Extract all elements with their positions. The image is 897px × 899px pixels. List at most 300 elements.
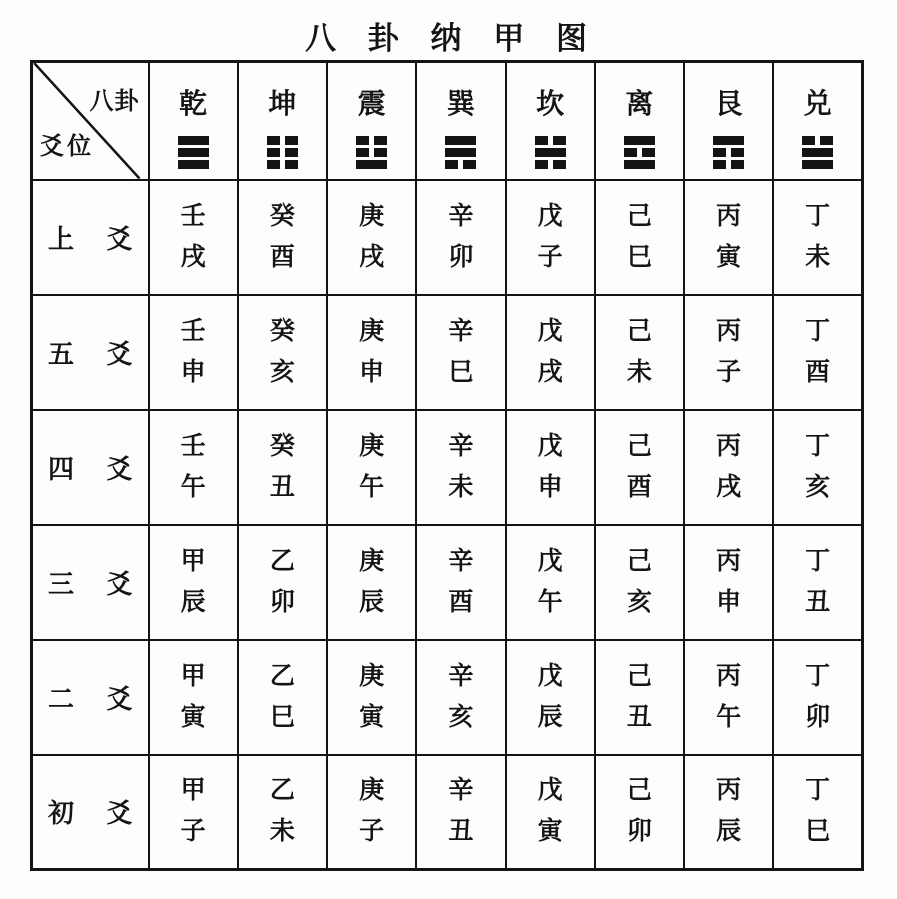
stem-branch-stack [417,777,504,846]
branch-char: 酉 [269,243,295,271]
trigram-line-segment [731,148,744,157]
table-row [32,410,863,525]
branch-char: 未 [626,358,652,386]
stem-char: 甲 [180,662,206,690]
branch-char: 午 [537,588,563,616]
stem-branch-cell [506,640,595,755]
branch-char: 卯 [626,818,652,846]
branch-char: 丑 [626,703,652,731]
stem-branch-cell [595,180,684,295]
trigram-line-segment [285,160,298,169]
trigram-broken-line [267,148,298,157]
trigram-line-segment [285,148,298,157]
trigram-header-cell [506,62,595,180]
branch-char: 未 [269,818,295,846]
trigram-line-segment [463,160,476,169]
trigram-icon [624,136,655,169]
stem-char: 乙 [269,777,295,805]
row-label [33,679,148,716]
stem-branch-stack [239,777,326,846]
stem-char: 己 [626,317,652,345]
stem-char: 戊 [537,202,563,230]
stem-char: 乙 [269,547,295,575]
stem-char: 己 [626,547,652,575]
trigram-solid-line [713,136,744,145]
stem-branch-cell [149,410,238,525]
stem-branch-cell [595,640,684,755]
row-label-cell [32,525,149,640]
row-label [33,564,148,601]
trigram-name: 震 [357,89,386,121]
stem-branch-stack [774,777,861,846]
stem-branch-cell [149,640,238,755]
stem-branch-cell [327,410,416,525]
stem-branch-cell [416,755,505,870]
trigram-name: 兑 [803,89,832,121]
branch-char: 午 [716,703,742,731]
stem-char: 丙 [716,432,742,460]
stem-char: 庚 [359,202,385,230]
trigram-broken-line [356,136,387,145]
branch-char: 子 [359,818,385,846]
stem-char: 丙 [716,777,742,805]
stem-char: 癸 [269,202,295,230]
branch-char: 亥 [805,473,831,501]
stem-branch-cell [684,525,773,640]
stem-char: 乙 [269,662,295,690]
stem-branch-stack [150,777,237,846]
row-label [33,793,148,830]
stem-char: 戊 [537,777,563,805]
trigram-header-stack [774,72,861,169]
trigram-header-cell [149,62,238,180]
stem-branch-cell [416,525,505,640]
stem-branch-stack [685,433,772,502]
stem-branch-cell [595,295,684,410]
stem-char: 戊 [537,432,563,460]
trigram-icon [267,136,298,169]
branch-char: 午 [180,473,206,501]
stem-branch-cell [684,295,773,410]
stem-branch-cell [595,525,684,640]
branch-char: 巳 [805,818,831,846]
stem-char: 癸 [269,432,295,460]
stem-branch-stack [507,203,594,272]
stem-branch-stack [685,203,772,272]
stem-branch-cell [684,755,773,870]
stem-branch-cell [149,755,238,870]
branch-char: 子 [537,243,563,271]
table-row [32,525,863,640]
stem-char: 辛 [448,317,474,345]
trigram-solid-line [624,160,655,169]
trigram-header-stack [507,72,594,169]
trigram-icon [802,136,833,169]
stem-branch-cell [506,410,595,525]
stem-char: 己 [626,202,652,230]
stem-branch-cell [416,640,505,755]
row-label-char: 爻 [106,454,133,484]
stem-char: 庚 [359,547,385,575]
trigram-solid-line [445,136,476,145]
trigram-name: 坎 [536,89,565,121]
trigram-broken-line [713,148,744,157]
trigram-header-cell [416,62,505,180]
trigram-header-cell [684,62,773,180]
table-row [32,640,863,755]
stem-branch-cell [773,180,862,295]
trigram-icon [445,136,476,169]
branch-char: 卯 [805,703,831,731]
trigram-line-segment [553,136,566,145]
trigram-line-segment [178,148,209,157]
stem-char: 壬 [180,202,206,230]
stem-branch-stack [774,318,861,387]
stem-char: 庚 [359,662,385,690]
trigram-header-stack [596,72,683,169]
trigram-broken-line [445,160,476,169]
trigram-line-segment [356,160,387,169]
branch-char: 戌 [537,358,563,386]
stem-branch-stack [239,318,326,387]
stem-branch-stack [596,433,683,502]
stem-branch-stack [417,318,504,387]
row-label-cell [32,295,149,410]
trigram-solid-line [356,160,387,169]
stem-char: 辛 [448,202,474,230]
stem-branch-stack [239,203,326,272]
branch-char: 丑 [269,473,295,501]
stem-branch-cell [773,640,862,755]
stem-branch-cell [416,295,505,410]
corner-label-yaowei: 爻位 [40,133,94,160]
trigram-name: 离 [625,89,654,121]
stem-char: 丁 [805,777,831,805]
trigram-line-segment [374,136,387,145]
branch-char: 子 [716,358,742,386]
stem-branch-stack [596,548,683,617]
trigram-line-segment [285,136,298,145]
stem-branch-cell [238,180,327,295]
row-label-char: 二 [48,684,75,714]
stem-char: 庚 [359,317,385,345]
stem-branch-stack [596,777,683,846]
stem-branch-stack [774,663,861,732]
row-label-char: 爻 [106,799,133,829]
table-row [32,755,863,870]
stem-branch-stack [239,548,326,617]
stem-char: 己 [626,777,652,805]
trigram-header-stack [685,72,772,169]
stem-char: 辛 [448,662,474,690]
corner-cell [32,62,149,180]
stem-branch-stack [239,663,326,732]
row-label-char: 初 [48,799,75,829]
stem-char: 己 [626,432,652,460]
trigram-solid-line [445,148,476,157]
stem-branch-stack [328,433,415,502]
stem-char: 辛 [448,547,474,575]
stem-branch-cell [595,755,684,870]
stem-char: 丁 [805,317,831,345]
trigram-broken-line [535,136,566,145]
stem-branch-cell [416,180,505,295]
stem-branch-cell [684,410,773,525]
stem-branch-cell [506,180,595,295]
trigram-line-segment [731,160,744,169]
trigram-line-segment [374,148,387,157]
trigram-broken-line [356,148,387,157]
row-label-cell [32,410,149,525]
branch-char: 戌 [359,243,385,271]
branch-char: 申 [180,358,206,386]
trigram-icon [535,136,566,169]
trigram-line-segment [445,160,458,169]
branch-char: 辰 [716,818,742,846]
row-label [33,334,148,371]
trigram-broken-line [267,136,298,145]
stem-branch-cell [773,410,862,525]
row-label-char: 爻 [106,684,133,714]
row-label-char: 三 [48,569,75,599]
row-label-char: 上 [48,224,75,254]
stem-branch-stack [774,548,861,617]
stem-char: 辛 [448,777,474,805]
trigram-line-segment [178,160,209,169]
trigram-line-segment [713,148,726,157]
trigram-line-segment [713,160,726,169]
trigram-header-cell [238,62,327,180]
trigram-header-stack [150,72,237,169]
branch-char: 卯 [448,243,474,271]
stem-branch-stack [328,777,415,846]
branch-char: 寅 [537,818,563,846]
branch-char: 寅 [180,703,206,731]
stem-branch-cell [327,180,416,295]
stem-branch-stack [507,318,594,387]
stem-branch-cell [327,755,416,870]
branch-char: 申 [716,588,742,616]
trigram-name: 乾 [179,89,208,121]
trigram-line-segment [535,160,548,169]
branch-char: 午 [359,473,385,501]
stem-char: 壬 [180,317,206,345]
branch-char: 卯 [269,588,295,616]
stem-branch-stack [685,777,772,846]
trigram-header-stack [239,72,326,169]
stem-branch-stack [596,318,683,387]
trigram-solid-line [178,136,209,145]
trigram-line-segment [445,136,476,145]
stem-branch-stack [239,433,326,502]
branch-char: 辰 [359,588,385,616]
branch-char: 子 [180,818,206,846]
branch-char: 酉 [805,358,831,386]
branch-char: 巳 [626,243,652,271]
stem-branch-cell [773,755,862,870]
trigram-solid-line [624,136,655,145]
stem-branch-stack [328,548,415,617]
stem-branch-cell [684,640,773,755]
trigram-solid-line [802,148,833,157]
trigram-line-segment [713,136,744,145]
trigram-line-segment [553,160,566,169]
branch-char: 丑 [448,818,474,846]
trigram-solid-line [178,148,209,157]
stem-branch-cell [149,525,238,640]
trigram-header-stack [417,72,504,169]
stem-branch-cell [773,525,862,640]
stem-branch-stack [507,433,594,502]
stem-char: 丁 [805,662,831,690]
row-label [33,449,148,486]
stem-char: 丙 [716,317,742,345]
trigram-line-segment [356,136,369,145]
stem-branch-stack [507,777,594,846]
trigram-line-segment [535,148,566,157]
trigram-solid-line [802,160,833,169]
stem-branch-stack [507,663,594,732]
stem-char: 丁 [805,547,831,575]
trigram-broken-line [535,160,566,169]
trigram-line-segment [802,136,815,145]
stem-char: 己 [626,662,652,690]
stem-branch-stack [150,203,237,272]
trigram-broken-line [624,148,655,157]
stem-branch-stack [417,203,504,272]
stem-char: 戊 [537,317,563,345]
branch-char: 戌 [180,243,206,271]
row-label-char: 爻 [106,569,133,599]
trigram-header-stack [328,72,415,169]
stem-branch-cell [238,755,327,870]
trigram-header-cell [595,62,684,180]
stem-char: 壬 [180,432,206,460]
stem-branch-stack [596,663,683,732]
row-label [33,219,148,256]
stem-char: 甲 [180,777,206,805]
trigram-line-segment [624,160,655,169]
stem-branch-cell [238,640,327,755]
branch-char: 申 [359,358,385,386]
trigram-line-segment [624,136,655,145]
trigram-header-cell [327,62,416,180]
trigram-line-segment [267,136,280,145]
stem-branch-stack [328,663,415,732]
header-row [32,62,863,180]
branch-char: 巳 [448,358,474,386]
stem-branch-cell [327,295,416,410]
branch-char: 未 [805,243,831,271]
trigram-icon [178,136,209,169]
corner-label-bagua: 八卦 [89,89,140,115]
row-label-char: 爻 [106,339,133,369]
stem-branch-stack [596,203,683,272]
stem-branch-cell [506,295,595,410]
branch-char: 寅 [716,243,742,271]
branch-char: 亥 [448,703,474,731]
row-label-cell [32,640,149,755]
stem-branch-cell [506,755,595,870]
branch-char: 戌 [716,473,742,501]
stem-branch-stack [774,203,861,272]
stem-branch-cell [327,640,416,755]
stem-branch-stack [150,663,237,732]
trigram-line-segment [267,148,280,157]
trigram-line-segment [267,160,280,169]
branch-char: 申 [537,473,563,501]
trigram-header-cell [773,62,862,180]
stem-branch-cell [149,295,238,410]
stem-char: 丙 [716,547,742,575]
stem-char: 甲 [180,547,206,575]
stem-branch-cell [238,295,327,410]
row-label-cell [32,755,149,870]
stem-char: 丁 [805,432,831,460]
table-row [32,295,863,410]
trigram-line-segment [445,148,476,157]
branch-char: 寅 [359,703,385,731]
stem-branch-cell [595,410,684,525]
trigram-line-segment [802,148,833,157]
trigram-broken-line [267,160,298,169]
row-label-char: 五 [48,339,75,369]
stem-branch-stack [685,548,772,617]
branch-char: 辰 [180,588,206,616]
stem-branch-stack [328,318,415,387]
branch-char: 辰 [537,703,563,731]
trigram-broken-line [713,160,744,169]
stem-char: 庚 [359,777,385,805]
trigram-line-segment [802,160,833,169]
stem-branch-stack [685,663,772,732]
stem-char: 辛 [448,432,474,460]
stem-branch-cell [327,525,416,640]
trigram-name: 艮 [714,89,743,121]
stem-branch-cell [149,180,238,295]
trigram-solid-line [178,160,209,169]
stem-branch-stack [328,203,415,272]
trigram-icon [356,136,387,169]
table-row [32,180,863,295]
stem-char: 庚 [359,432,385,460]
trigram-line-segment [178,136,209,145]
stem-char: 丙 [716,202,742,230]
stem-char: 戊 [537,547,563,575]
trigram-broken-line [802,136,833,145]
stem-branch-cell [238,525,327,640]
branch-char: 亥 [626,588,652,616]
stem-branch-cell [773,295,862,410]
row-label-char: 四 [48,454,75,484]
stem-char: 戊 [537,662,563,690]
branch-char: 巳 [269,703,295,731]
stem-branch-stack [774,433,861,502]
stem-branch-stack [150,433,237,502]
stem-branch-stack [417,548,504,617]
stem-branch-stack [507,548,594,617]
stem-branch-stack [150,318,237,387]
stem-branch-cell [416,410,505,525]
trigram-name: 坤 [268,89,297,121]
stem-char: 丙 [716,662,742,690]
trigram-line-segment [820,136,833,145]
stem-branch-stack [685,318,772,387]
trigram-line-segment [535,136,548,145]
trigram-line-segment [356,148,369,157]
stem-branch-stack [417,663,504,732]
stem-branch-stack [417,433,504,502]
